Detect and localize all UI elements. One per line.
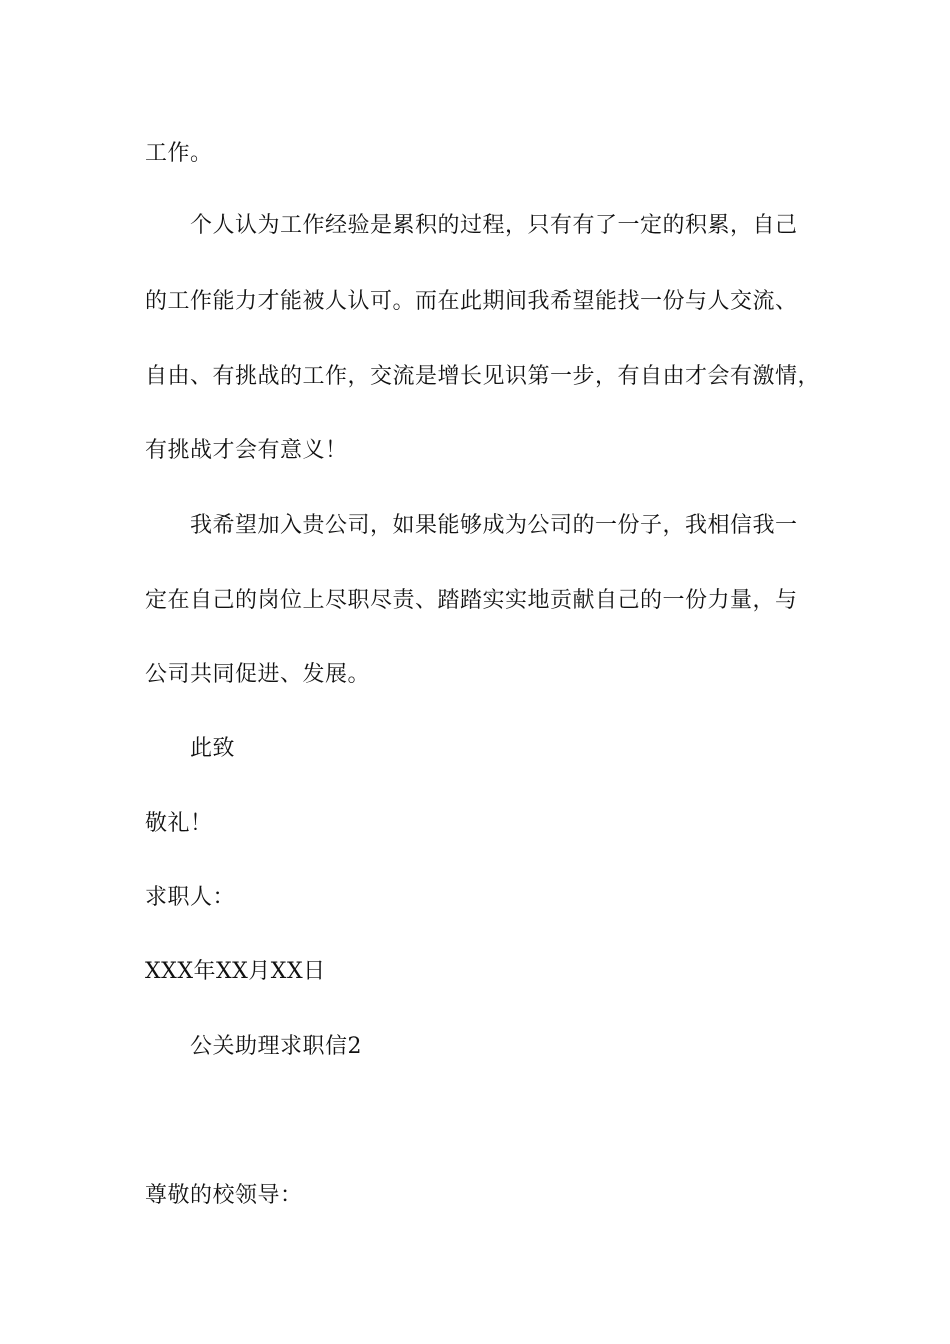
text-line: 定在自己的岗位上尽职尽责、踏踏实实地贡献自己的一份力量，与 [145, 588, 798, 613]
text-line: 的工作能力才能被人认可。而在此期间我希望能找一份与人交流、 [145, 289, 798, 314]
paragraph-start-line: 个人认为工作经验是累积的过程，只有有了一定的积累，自己 [190, 213, 798, 238]
text-line: 公司共同促进、发展。 [145, 662, 371, 687]
applicant-line: 求职人： [145, 885, 236, 910]
closing-line: 此致 [190, 736, 236, 761]
text-line: 自由、有挑战的工作，交流是增长见识第一步，有自由才会有激情， [145, 364, 821, 389]
text-line: 有挑战才会有意义！ [145, 438, 348, 463]
salutation-line: 敬礼！ [145, 811, 213, 836]
greeting-line: 尊敬的校领导： [145, 1183, 303, 1208]
date-line: XXX年XX月XX日 [145, 959, 326, 984]
section-title: 公关助理求职信2 [190, 1034, 362, 1059]
text-line: 工作。 [145, 141, 213, 166]
paragraph-start-line: 我希望加入贵公司，如果能够成为公司的一份子，我相信我一 [190, 513, 798, 538]
